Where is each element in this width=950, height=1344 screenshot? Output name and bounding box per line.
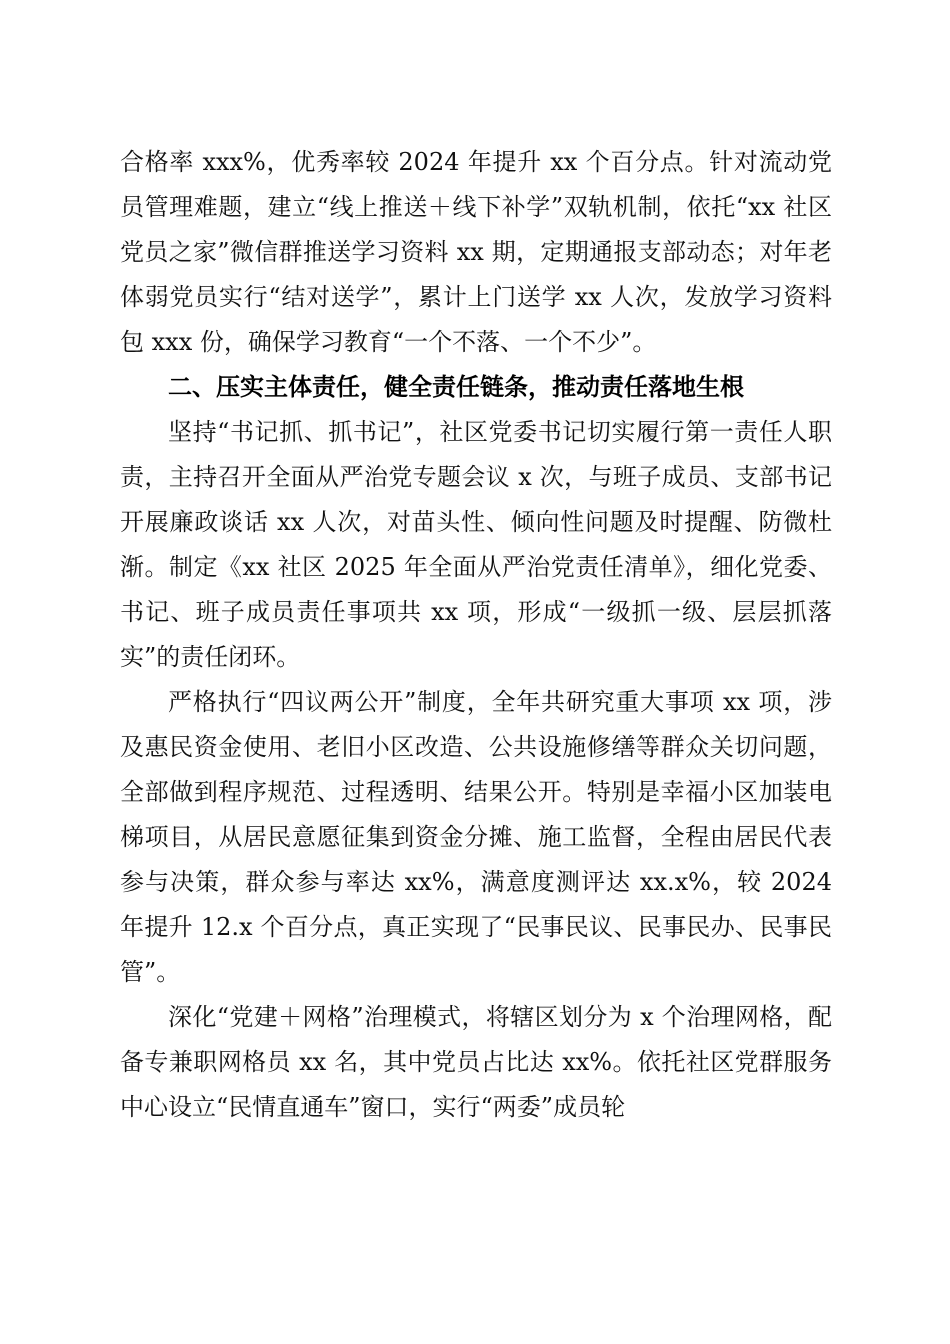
paragraph-1: 合格率 xxx%，优秀率较 2024 年提升 xx 个百分点。针对流动党员管理难题，建立“线上推送＋线下补学”双轨机制，依托“xx 社区党员之家”微信群推送学习资料 xx 期，定期通报支部动态；对年老体弱党员实行“结对送学”，累计上门送学 xx 人次，发放学习资料包 xxx 份，确保学习教育“一个不落、一个不少”。 [120,148,832,356]
paragraph-2: 坚持“书记抓、抓书记”，社区党委书记切实履行第一责任人职责，主持召开全面从严治党专题会议 x 次，与班子成员、支部书记开展廉政谈话 xx 人次，对苗头性、倾向性问题及时提醒、防微杜渐。制定《xx 社区 2025 年全面从严治党责任清单》，细化党委、书记、班子成员责任事项共 xx 项，形成“一级抓一级、层层抓落实”的责任闭环。 [120,418,832,671]
document-body [120,140,832,1130]
section-heading: 二、压实主体责任，健全责任链条，推动责任落地生根 [168,373,744,401]
paragraph-4: 深化“党建＋网格”治理模式，将辖区划分为 x 个治理网格，配备专兼职网格员 xx 名，其中党员占比达 xx%。依托社区党群服务中心设立“民情直通车”窗口，实行“两委”成员轮 [120,1003,832,1121]
paragraph-3: 严格执行“四议两公开”制度，全年共研究重大事项 xx 项，涉及惠民资金使用、老旧小区改造、公共设施修缮等群众关切问题，全部做到程序规范、过程透明、结果公开。特别是幸福小区加装电梯项目，从居民意愿征集到资金分摊、施工监督，全程由居民代表参与决策，群众参与率达 xx%，满意度测评达 xx.x%，较 2024 年提升 12.x 个百分点，真正实现了“民事民议、民事民办、民事民管”。 [120,688,832,986]
